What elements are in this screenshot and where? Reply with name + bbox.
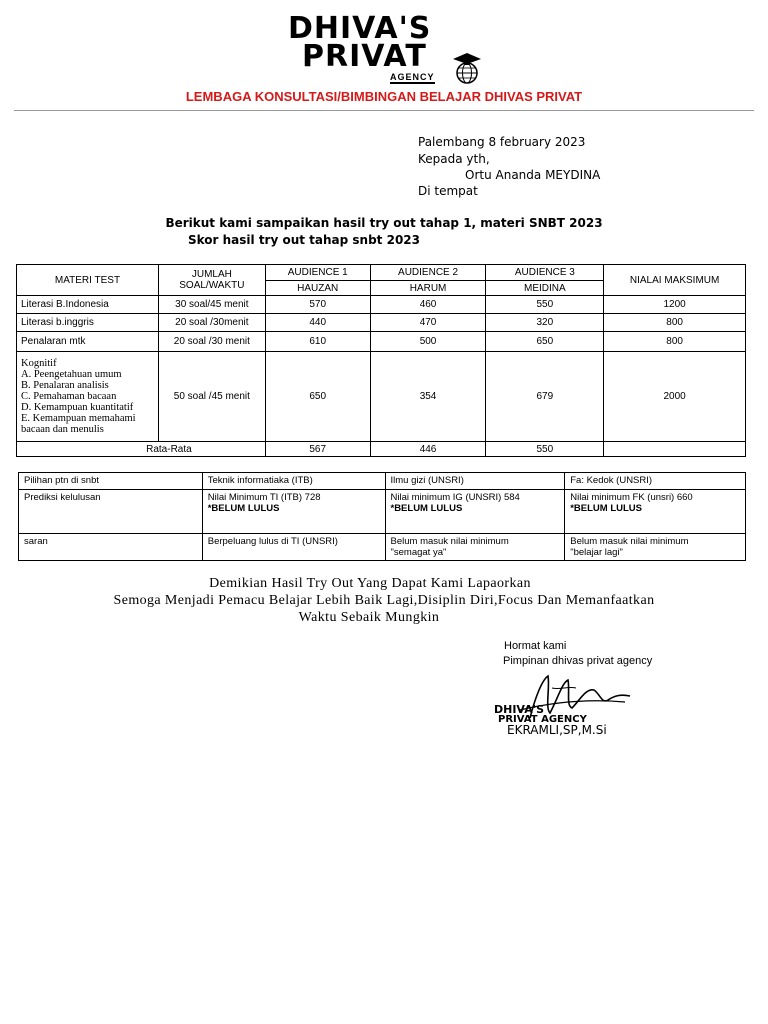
stamp-logo-line1: DHIVA'S — [494, 703, 544, 716]
signer-title: Pimpinan dhivas privat agency — [503, 655, 653, 667]
row-a1: 610 — [265, 332, 370, 352]
saran-c3 — [385, 534, 565, 561]
prediksi-c3-status: *BELUM LULUS — [390, 503, 463, 514]
signer-name: EKRAMLI,SP,M.Si — [507, 723, 607, 737]
kognitif-item: bacaan dan menulis — [21, 424, 104, 435]
table-row — [17, 296, 746, 314]
saran-c4 — [565, 534, 746, 561]
kognitif-item: Kognitif — [21, 358, 57, 369]
header-materi: MATERI TEST — [17, 265, 159, 296]
kognitif-item: D. Kemampuan kuantitatif — [21, 402, 134, 413]
saran-c4-line2: "belajar lagi" — [570, 547, 623, 558]
prediksi-c2-status: *BELUM LULUS — [207, 503, 280, 514]
closing-line1: Demikian Hasil Try Out Yang Dapat Kami Lapaorkan — [209, 576, 531, 591]
prediksi-c4 — [565, 490, 746, 534]
closing-line2: Semoga Menjadi Pemacu Belajar Lebih Baik Lagi,Disiplin Diri,Focus Dan Memanfaatkan — [113, 593, 655, 608]
prediksi-label: Prediksi kelulusan — [19, 490, 203, 534]
header-jumlah-line2: SOAL/WAKTU — [179, 280, 245, 291]
row-materi: Penalaran mtk — [17, 332, 159, 352]
row-a3: 679 — [486, 352, 604, 442]
kognitif-item: B. Penalaran analisis — [21, 380, 109, 391]
prediksi-c2 — [202, 490, 385, 534]
prediksi-c2-value: Nilai Minimum TI (ITB) 728 — [207, 492, 321, 503]
logo-line1: DHIVA'S — [288, 11, 432, 46]
table-row — [17, 332, 746, 352]
intro-line2: Skor hasil try out tahap snbt 2023 — [187, 233, 420, 247]
row-a1: 650 — [265, 352, 370, 442]
row-a2: 500 — [370, 332, 486, 352]
header-audience1: AUDIENCE 1 — [265, 265, 370, 281]
row-max: 800 — [604, 332, 746, 352]
average-a3: 550 — [486, 442, 604, 457]
row-jumlah: 20 soal /30menit — [158, 314, 265, 332]
name-audience3: MEIDINA — [486, 281, 604, 296]
row-max: 1200 — [604, 296, 746, 314]
row-a2: 354 — [370, 352, 486, 442]
kognitif-item: C. Pemahaman bacaan — [21, 391, 117, 402]
saran-c4-line1: Belum masuk nilai minimum — [570, 536, 689, 547]
header-audience3: AUDIENCE 3 — [486, 265, 604, 281]
place-date: Palembang 8 february 2023 — [418, 135, 586, 149]
row-a1: 570 — [265, 296, 370, 314]
company-tagline: LEMBAGA KONSULTASI/BIMBINGAN BELAJAR DHIVAS PRIVAT — [185, 89, 583, 104]
place: Di tempat — [418, 184, 478, 198]
pred-header-col2: Teknik informatiaka (ITB) — [202, 473, 385, 490]
intro-line1: Berikut kami sampaikan hasil try out tahap 1, materi SNBT 2023 — [165, 216, 603, 230]
table-row-kognitif — [17, 352, 746, 442]
saran-c3-line2: "semagat ya" — [390, 547, 447, 558]
row-jumlah: 20 soal /30 menit — [158, 332, 265, 352]
header-jumlah — [158, 265, 265, 296]
prediction-row — [19, 490, 746, 534]
saran-c2: Berpeluang lulus di TI (UNSRI) — [202, 534, 385, 561]
pred-header-col4: Fa: Kedok (UNSRI) — [565, 473, 746, 490]
row-materi: Literasi b.inggris — [17, 314, 159, 332]
saran-label: saran — [19, 534, 203, 561]
row-a3: 650 — [486, 332, 604, 352]
header-jumlah-line1: JUMLAH — [191, 269, 232, 280]
greeting: Kepada yth, — [418, 152, 490, 166]
name-audience1: HAUZAN — [265, 281, 370, 296]
closing-line3: Waktu Sebaik Mungkin — [298, 610, 440, 625]
saran-c3-line1: Belum masuk nilai minimum — [390, 536, 509, 547]
prediksi-c4-value: Nilai minimum FK (unsri) 660 — [570, 492, 693, 503]
table-row-average — [17, 442, 746, 457]
pred-header-col3: Ilmu gizi (UNSRI) — [385, 473, 565, 490]
row-jumlah: 30 soal/45 menit — [158, 296, 265, 314]
average-max — [604, 442, 746, 457]
company-logo — [282, 11, 492, 88]
stamp-logo-line2: PRIVAT AGENCY — [498, 714, 587, 725]
pred-header-col1: Pilihan ptn di snbt — [19, 473, 203, 490]
row-a3: 550 — [486, 296, 604, 314]
row-max: 800 — [604, 314, 746, 332]
kognitif-item: E. Kemampuan memahami — [21, 413, 136, 424]
prediksi-c3 — [385, 490, 565, 534]
saran-row — [19, 534, 746, 561]
row-max: 2000 — [604, 352, 746, 442]
row-jumlah: 50 soal /45 menit — [158, 352, 265, 442]
kognitif-item: A. Peengetahuan umum — [21, 369, 122, 380]
row-a2: 460 — [370, 296, 486, 314]
row-a3: 320 — [486, 314, 604, 332]
prediksi-c4-status: *BELUM LULUS — [570, 503, 643, 514]
prediction-table — [18, 472, 746, 561]
recipient: Ortu Ananda MEYDINA — [465, 168, 601, 182]
table-row — [17, 314, 746, 332]
average-a1: 567 — [265, 442, 370, 457]
header-audience2: AUDIENCE 2 — [370, 265, 486, 281]
kognitif-list — [17, 352, 159, 442]
prediksi-c3-value: Nilai minimum IG (UNSRI) 584 — [390, 492, 520, 503]
header-nilai-max: NIALAI MAKSIMUM — [604, 265, 746, 296]
average-a2: 446 — [370, 442, 486, 457]
globe-graduation-cap-icon — [452, 52, 482, 84]
score-table — [16, 264, 746, 457]
header-divider — [14, 110, 754, 111]
row-a2: 470 — [370, 314, 486, 332]
row-a1: 440 — [265, 314, 370, 332]
logo-agency: AGENCY — [390, 72, 435, 82]
prediction-header-row — [19, 473, 746, 490]
regards: Hormat kami — [504, 640, 567, 652]
table-header-row — [17, 265, 746, 281]
logo-line2: PRIVAT — [302, 39, 427, 74]
name-audience2: HARUM — [370, 281, 486, 296]
row-materi: Literasi B.Indonesia — [17, 296, 159, 314]
average-label: Rata-Rata — [17, 442, 266, 457]
